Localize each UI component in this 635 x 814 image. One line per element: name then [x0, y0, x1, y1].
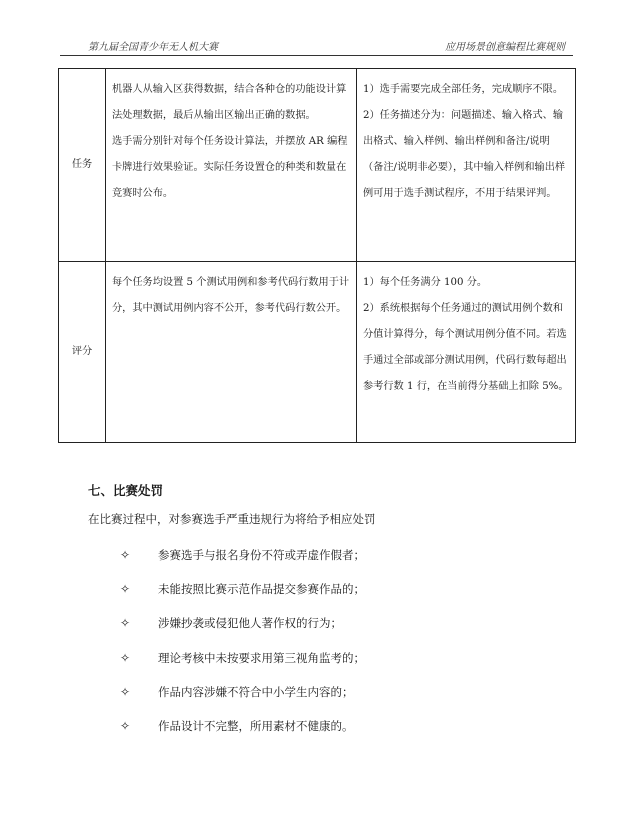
list-item: [120, 538, 365, 572]
note-item: 1）选手需要完成全部任务，完成顺序不限。: [363, 84, 564, 95]
diamond-bullet-icon: ✧: [120, 684, 131, 699]
row-description: [106, 262, 357, 443]
list-item-text: 涉嫌抄袭或侵犯他人著作权的行为；: [158, 616, 342, 631]
description-paragraph: 选手需分别针对每个任务设计算法，并摆放 AR 编程卡牌进行效果验证。实际任务设置仓的种类和数量在竞赛时公布。: [112, 136, 348, 199]
section-heading: 七、比赛处罚: [88, 483, 164, 498]
section-intro: 在比赛过程中，对参赛选手严重违规行为将给予相应处罚: [88, 512, 376, 526]
row-label: 评分: [59, 262, 106, 443]
description-paragraph: 每个任务均设置 5 个测试用例和参考代码行数用于计分，其中测试用例内容不公开，参考代码行数公开。: [112, 277, 350, 314]
penalty-list: [120, 538, 365, 743]
header-competition-name: 第九届全国青少年无人机大赛: [88, 42, 218, 53]
list-item: [120, 675, 365, 709]
list-item-text: 作品设计不完整，所用素材不健康的。: [158, 719, 354, 734]
list-item-text: 作品内容涉嫌不符合中小学生内容的；: [158, 684, 354, 699]
diamond-bullet-icon: ✧: [120, 719, 131, 734]
rules-table: [58, 68, 576, 443]
row-notes: [357, 262, 576, 443]
diamond-bullet-icon: ✧: [120, 582, 131, 597]
row-notes: [357, 69, 576, 262]
row-label: 任务: [59, 69, 106, 262]
note-item: 2）系统根据每个任务通过的测试用例个数和分值计算得分，每个测试用例分值不同。若选手通过全部或部分测试用例，代码行数每超出参考行数 1 行，在当前得分基础上扣除 5%。: [363, 303, 569, 392]
list-item: [120, 641, 365, 675]
list-item: [120, 709, 365, 743]
list-item: [120, 606, 365, 640]
header-divider: [60, 55, 573, 56]
list-item-text: 未能按照比赛示范作品提交参赛作品的；: [158, 582, 365, 597]
note-item: 1）每个任务满分 100 分。: [363, 277, 488, 288]
page-header: [88, 38, 565, 56]
diamond-bullet-icon: ✧: [120, 650, 131, 665]
diamond-bullet-icon: ✧: [120, 616, 131, 631]
header-rules-title: 应用场景创意编程比赛规则: [445, 42, 565, 53]
diamond-bullet-icon: ✧: [120, 548, 131, 563]
list-item-text: 参赛选手与报名身份不符或弄虚作假者；: [158, 548, 365, 563]
table-row: [59, 262, 576, 443]
note-item: 2）任务描述分为：问题描述、输入格式、输出格式、输入样例、输出样例和备注/说明（备注/说明非必要），其中输入样例和输出样例可用于选手测试程序，不用于结果评判。: [363, 110, 566, 199]
description-paragraph: 机器人从输入区获得数据，结合各种仓的功能设计算法处理数据，最后从输出区输出正确的数据。: [112, 84, 347, 121]
row-description: [106, 69, 357, 262]
table-row: [59, 69, 576, 262]
list-item-text: 理论考核中未按要求用第三视角监考的；: [158, 650, 365, 665]
list-item: [120, 572, 365, 606]
